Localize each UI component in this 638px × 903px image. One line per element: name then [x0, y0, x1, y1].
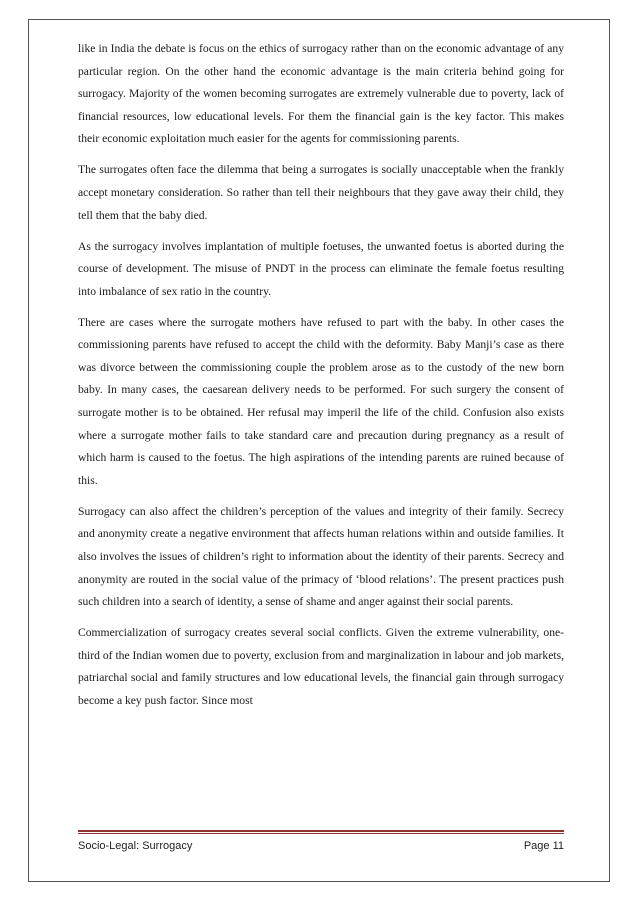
paragraph-commercialization: Commercialization of surrogacy creates several social conflicts. Given the extreme vulnerability, one-third of the Indian women due to poverty, exclusion from and marginalization in labour and job markets, patriarchal social and family structures and low educational levels, the financial gain through surrogacy become a key push factor. Since most [78, 626, 564, 707]
paragraph-children-perception: Surrogacy can also affect the children’s perception of the values and integrity of their family. Secrecy and anonymity create a negative environment that affects human relations within and outside families. It also involves the issues of children’s right to information about the identity of their parents. Secrecy and anonymity are routed in the social value of the primacy of ‘blood relations’. The present practices push such children into a search of identity, a sense of shame and anger against their social parents. [78, 504, 564, 609]
footer-rule [78, 830, 564, 834]
paragraph-surrogate-dilemma: The surrogates often face the dilemma that being a surrogates is socially unacceptable when the frankly accept monetary consideration. So rather than tell their neighbours that they gave away their child, they tell them that the baby died. [78, 163, 564, 222]
paragraph-multiple-foetuses: As the surrogacy involves implantation of multiple foetuses, the unwanted foetus is aborted during the course of development. The misuse of PNDT in the process can eliminate the female foetus resulting into imbalance of sex ratio in the country. [78, 239, 564, 298]
paragraph-economic-advantage: like in India the debate is focus on the ethics of surrogacy rather than on the economic advantage of any particular region. On the other hand the economic advantage is the main criteria behind going for surrogacy. Majority of the women becoming surrogates are extremely vulnerable due to poverty, lack of financial resources, low educational levels. For them the financial gain is the key factor. This makes their economic exploitation much easier for the agents for commissioning parents. [78, 42, 564, 146]
document-body [78, 38, 564, 721]
paragraph-refusal-cases: There are cases where the surrogate mothers have refused to part with the baby. In other cases the commissioning parents have refused to accept the child with the deformity. Baby Manji’s case as there was divorce between the commissioning couple the problem arose as to the custody of the new born baby. In many cases, the caesarean delivery needs to be performed. For such surgery the consent of surrogate mother is to be obtained. Her refusal may imperil the life of the child. Confusion also exists where a surrogate mother fails to take standard care and precaution during pregnancy as a result of which harm is caused to the foetus. The high aspirations of the intending parents are ruined because of this. [78, 315, 564, 487]
page-number: Page 11 [523, 840, 564, 852]
footer-title: Socio-Legal: Surrogacy [78, 840, 193, 852]
